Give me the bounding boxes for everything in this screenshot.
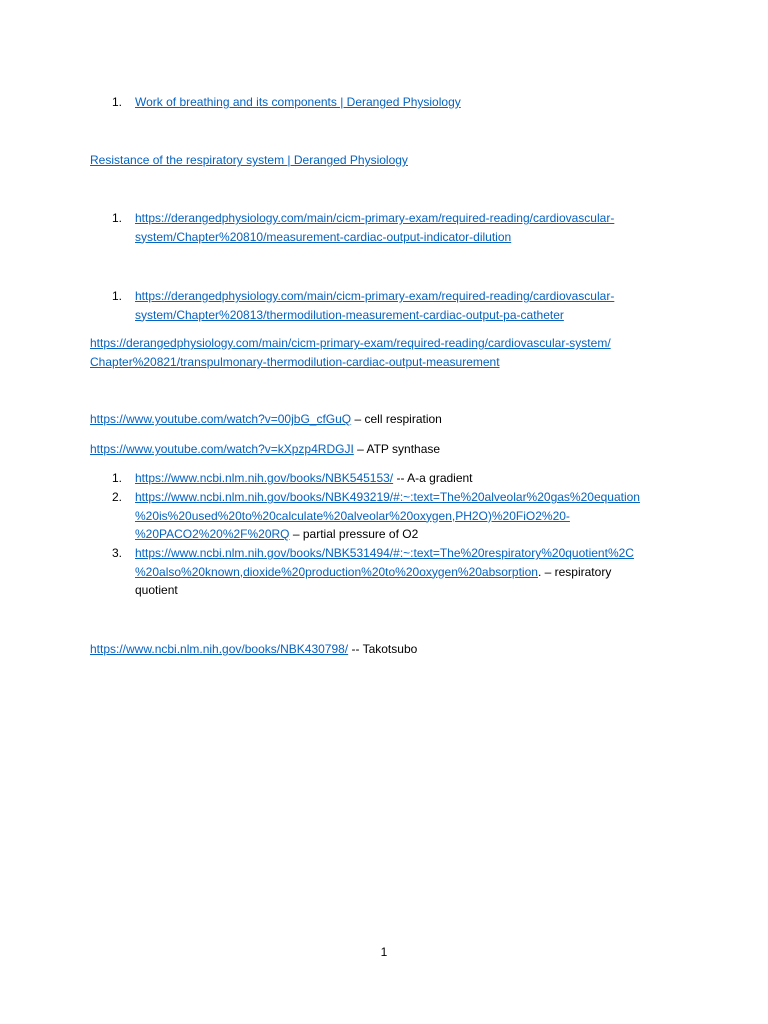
paragraph	[90, 640, 417, 658]
paragraph	[90, 151, 408, 169]
link-indicator-dilution-line1[interactable]: https://derangedphysiology.com/main/cicm-primary-exam/required-reading/cardiovascular-	[135, 211, 615, 225]
link-youtube-cell-respiration[interactable]: https://www.youtube.com/watch?v=00jbG_cfGuQ	[90, 412, 352, 426]
link-description-continued: quotient	[135, 583, 178, 597]
link-transpulmonary-line1[interactable]: https://derangedphysiology.com/main/cicm-primary-exam/required-reading/cardiovascular-system/	[90, 336, 611, 350]
paragraph	[90, 334, 611, 371]
link-pa-catheter-line2[interactable]: system/Chapter%20813/thermodilution-measurement-cardiac-output-pa-catheter	[135, 307, 564, 322]
link-pa-catheter-line1[interactable]: https://derangedphysiology.com/main/cicm-primary-exam/required-reading/cardiovascular-	[135, 289, 615, 303]
link-alveolar-gas-line2[interactable]: %20is%20used%20to%20calculate%20alveolar%20oxygen,PH2O)%20FiO2%20-	[135, 508, 570, 523]
link-respiratory-quotient-line2[interactable]: %20also%20known,dioxide%20production%20to%20oxygen%20absorption	[135, 564, 538, 579]
link-description: – ATP synthase	[353, 442, 441, 456]
list-number: 1.	[112, 95, 123, 109]
link-description: . – respiratory	[537, 564, 612, 579]
link-youtube-atp-synthase[interactable]: https://www.youtube.com/watch?v=kXpzp4RDGJI	[90, 442, 354, 456]
link-resistance-respiratory[interactable]: Resistance of the respiratory system | Deranged Physiology	[90, 153, 408, 167]
link-indicator-dilution-line2[interactable]: system/Chapter%20810/measurement-cardiac-output-indicator-dilution	[135, 229, 512, 244]
link-work-of-breathing[interactable]: Work of breathing and its components | Deranged Physiology	[135, 95, 461, 109]
link-takotsubo[interactable]: https://www.ncbi.nlm.nih.gov/books/NBK430798/	[90, 642, 349, 656]
link-aa-gradient[interactable]: https://www.ncbi.nlm.nih.gov/books/NBK545153/	[135, 471, 394, 485]
page-number: 1	[380, 945, 388, 959]
link-description: -- Takotsubo	[348, 642, 418, 656]
list-number: 2.	[112, 490, 123, 504]
link-description: -- A-a gradient	[393, 471, 473, 485]
link-description: – partial pressure of O2	[289, 527, 419, 541]
link-description: – cell respiration	[351, 412, 442, 426]
link-respiratory-quotient-line1[interactable]: https://www.ncbi.nlm.nih.gov/books/NBK531494/#:~:text=The%20respiratory%20quotient%2C	[135, 546, 634, 560]
list-number: 1.	[112, 471, 123, 485]
link-transpulmonary-line2[interactable]: Chapter%20821/transpulmonary-thermodilution-cardiac-output-measurement	[90, 355, 500, 369]
link-alveolar-gas-line3[interactable]: %20PACO2%20%2F%20RQ	[135, 527, 290, 541]
list-number: 1.	[112, 211, 123, 225]
paragraph	[90, 410, 442, 428]
list-number: 3.	[112, 546, 123, 560]
link-alveolar-gas-line1[interactable]: https://www.ncbi.nlm.nih.gov/books/NBK493219/#:~:text=The%20alveolar%20gas%20equation	[135, 490, 640, 504]
paragraph	[90, 440, 440, 458]
list-number: 1.	[112, 289, 123, 303]
